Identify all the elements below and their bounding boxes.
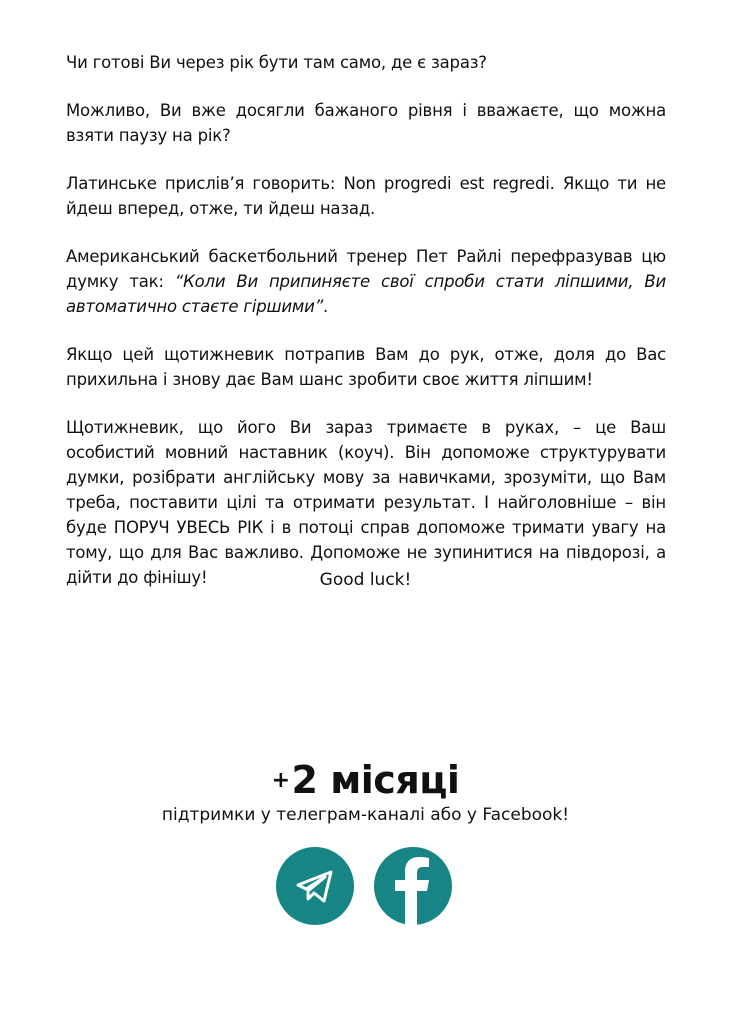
promo-block — [0, 758, 731, 827]
telegram-icon — [293, 864, 337, 908]
quote-intro: Американський баскетбольний тренер Пет Райлі перефразував цю думку так: — [66, 247, 666, 291]
signoff: Good luck! — [319, 570, 412, 590]
quote-end: . — [323, 297, 329, 316]
facebook-icon — [374, 847, 452, 925]
quote-text: “Коли Ви припиняєте свої спроби стати ліпшими, Ви автоматично стаєте гіршими” — [66, 272, 666, 316]
paragraph-weekly-coach: Щотижневик, що його Ви зараз тримаєте в руках, – це Ваш особистий мовний наставник (коуч). Він допоможе структурувати думки, розібрати англійську мову за навичками, зрозуміти, що Вам треба, поставити цілі та отримати результат. І найголовніше – він буде ПОРУЧ УВЕСЬ РІК і в потоці справ допоможе тримати увагу на тому, що для Вас важливо. Допоможе не зупинитися на півдорозі, а дійти до фінішу! — [66, 418, 666, 587]
social-links — [276, 847, 456, 927]
promo-plus: + — [271, 768, 290, 793]
promo-headline — [0, 758, 731, 803]
promo-months: 2 місяці — [291, 758, 460, 802]
promo-subtitle: підтримки у телеграм-каналі або у Facebook! — [161, 805, 570, 825]
paragraph-latin-proverb: Латинське прислів’я говорить: Non progredi est regredi. Якщо ти не йдеш вперед, отже, ти йдеш назад. — [66, 174, 666, 218]
facebook-button[interactable] — [374, 847, 452, 925]
paragraph-question: Чи готові Ви через рік бути там само, де є зараз? — [66, 53, 487, 72]
telegram-button[interactable] — [276, 847, 354, 925]
paragraph-pause: Можливо, Ви вже досягли бажаного рівня і вважаєте, що можна взяти паузу на рік? — [66, 101, 666, 145]
paragraph-coach-quote — [66, 244, 666, 319]
paragraph-chance: Якщо цей щотижневик потрапив Вам до рук, отже, доля до Вас прихильна і знову дає Вам шанс зробити своє життя ліпшим! — [66, 345, 666, 389]
intro-text — [66, 50, 666, 613]
